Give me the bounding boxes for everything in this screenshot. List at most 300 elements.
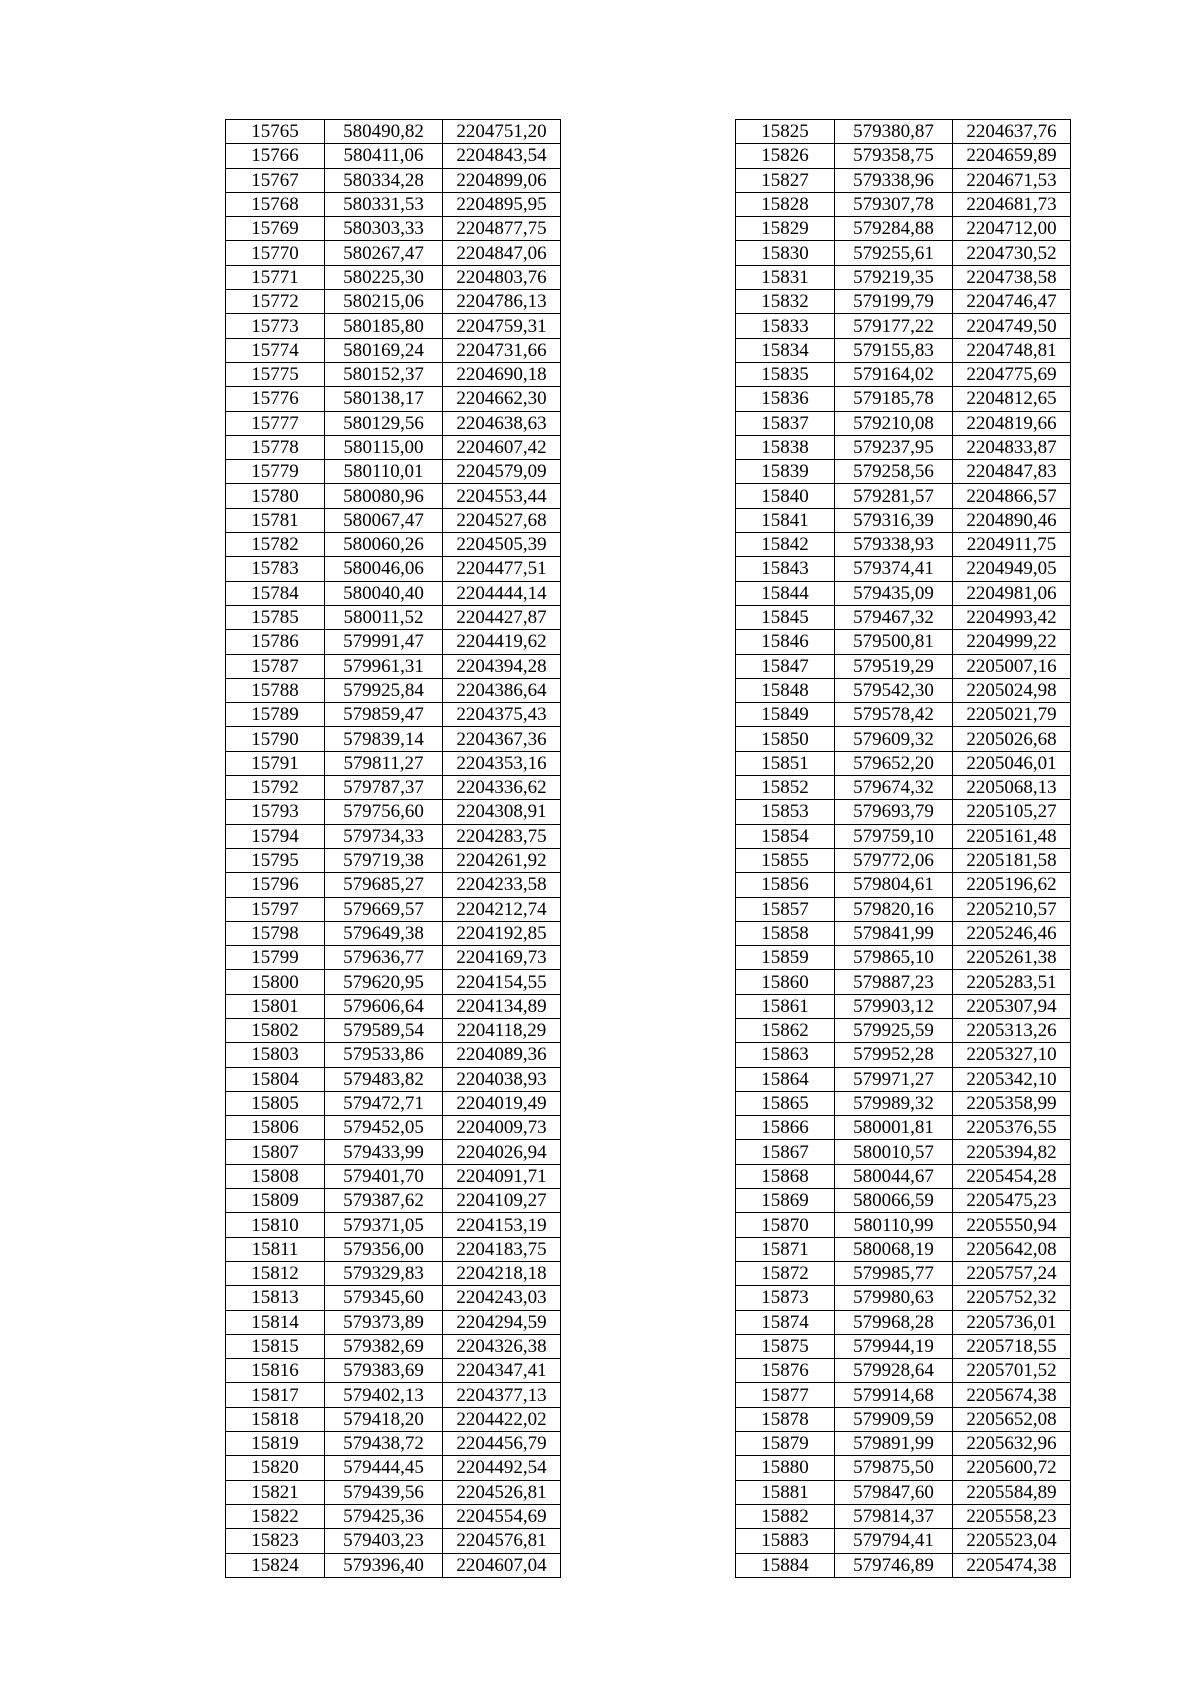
x-coordinate-cell: 579177,22 <box>835 314 953 338</box>
point-number-cell: 15820 <box>226 1456 325 1480</box>
point-number-cell: 15870 <box>736 1213 835 1237</box>
table-row <box>736 727 1071 751</box>
y-coordinate-cell: 2205474,38 <box>953 1553 1071 1577</box>
y-coordinate-cell: 2205600,72 <box>953 1456 1071 1480</box>
y-coordinate-cell: 2205307,94 <box>953 994 1071 1018</box>
x-coordinate-cell: 579971,27 <box>835 1067 953 1091</box>
table-row <box>226 970 561 994</box>
y-coordinate-cell: 2204786,13 <box>443 290 561 314</box>
table-row <box>736 1456 1071 1480</box>
x-coordinate-cell: 579944,19 <box>835 1334 953 1358</box>
table-body <box>226 120 561 1578</box>
point-number-cell: 15882 <box>736 1504 835 1528</box>
y-coordinate-cell: 2204662,30 <box>443 387 561 411</box>
x-coordinate-cell: 579925,84 <box>325 678 443 702</box>
table-row <box>736 265 1071 289</box>
x-coordinate-cell: 579746,89 <box>835 1553 953 1577</box>
x-coordinate-cell: 579589,54 <box>325 1018 443 1042</box>
x-coordinate-cell: 579374,41 <box>835 557 953 581</box>
point-number-cell: 15861 <box>736 994 835 1018</box>
y-coordinate-cell: 2204819,66 <box>953 411 1071 435</box>
table-row <box>226 897 561 921</box>
x-coordinate-cell: 579578,42 <box>835 703 953 727</box>
table-row <box>226 848 561 872</box>
x-coordinate-cell: 580490,82 <box>325 120 443 144</box>
x-coordinate-cell: 580010,57 <box>835 1140 953 1164</box>
x-coordinate-cell: 579772,06 <box>835 848 953 872</box>
table-row <box>226 1091 561 1115</box>
point-number-cell: 15862 <box>736 1018 835 1042</box>
point-number-cell: 15785 <box>226 605 325 629</box>
x-coordinate-cell: 579980,63 <box>835 1286 953 1310</box>
x-coordinate-cell: 580225,30 <box>325 265 443 289</box>
table-row <box>226 314 561 338</box>
x-coordinate-cell: 579968,28 <box>835 1310 953 1334</box>
point-number-cell: 15778 <box>226 435 325 459</box>
y-coordinate-cell: 2205283,51 <box>953 970 1071 994</box>
point-number-cell: 15878 <box>736 1407 835 1431</box>
y-coordinate-cell: 2204026,94 <box>443 1140 561 1164</box>
y-coordinate-cell: 2204759,31 <box>443 314 561 338</box>
x-coordinate-cell: 579985,77 <box>835 1261 953 1285</box>
point-number-cell: 15831 <box>736 265 835 289</box>
table-row <box>736 314 1071 338</box>
point-number-cell: 15771 <box>226 265 325 289</box>
table-row <box>736 192 1071 216</box>
y-coordinate-cell: 2204607,04 <box>443 1553 561 1577</box>
point-number-cell: 15806 <box>226 1116 325 1140</box>
table-row <box>736 946 1071 970</box>
y-coordinate-cell: 2205007,16 <box>953 654 1071 678</box>
table-row <box>736 994 1071 1018</box>
table-row <box>226 1553 561 1577</box>
point-number-cell: 15805 <box>226 1091 325 1115</box>
x-coordinate-cell: 580067,47 <box>325 508 443 532</box>
point-number-cell: 15876 <box>736 1359 835 1383</box>
y-coordinate-cell: 2205026,68 <box>953 727 1071 751</box>
x-coordinate-cell: 579185,78 <box>835 387 953 411</box>
table-row <box>736 460 1071 484</box>
table-row <box>226 1456 561 1480</box>
y-coordinate-cell: 2205024,98 <box>953 678 1071 702</box>
point-number-cell: 15880 <box>736 1456 835 1480</box>
table-row <box>736 970 1071 994</box>
table-row <box>226 1504 561 1528</box>
point-number-cell: 15818 <box>226 1407 325 1431</box>
y-coordinate-cell: 2204895,95 <box>443 192 561 216</box>
x-coordinate-cell: 579418,20 <box>325 1407 443 1431</box>
point-number-cell: 15795 <box>226 848 325 872</box>
table-row <box>226 921 561 945</box>
table-row <box>736 776 1071 800</box>
table-row <box>736 1407 1071 1431</box>
point-number-cell: 15844 <box>736 581 835 605</box>
table-row <box>226 727 561 751</box>
x-coordinate-cell: 579472,71 <box>325 1091 443 1115</box>
x-coordinate-cell: 579483,82 <box>325 1067 443 1091</box>
table-row <box>226 484 561 508</box>
y-coordinate-cell: 2204748,81 <box>953 338 1071 362</box>
point-number-cell: 15782 <box>226 533 325 557</box>
table-row <box>226 1286 561 1310</box>
x-coordinate-cell: 579685,27 <box>325 873 443 897</box>
y-coordinate-cell: 2205558,23 <box>953 1504 1071 1528</box>
x-coordinate-cell: 579219,35 <box>835 265 953 289</box>
y-coordinate-cell: 2205584,89 <box>953 1480 1071 1504</box>
table-row <box>736 1504 1071 1528</box>
y-coordinate-cell: 2204183,75 <box>443 1237 561 1261</box>
table-row <box>226 605 561 629</box>
table-row <box>226 387 561 411</box>
table-row <box>226 776 561 800</box>
table-row <box>736 1116 1071 1140</box>
y-coordinate-cell: 2205161,48 <box>953 824 1071 848</box>
y-coordinate-cell: 2204812,65 <box>953 387 1071 411</box>
table-row <box>226 460 561 484</box>
table-row <box>736 1043 1071 1067</box>
point-number-cell: 15791 <box>226 751 325 775</box>
x-coordinate-cell: 579909,59 <box>835 1407 953 1431</box>
y-coordinate-cell: 2204326,38 <box>443 1334 561 1358</box>
point-number-cell: 15772 <box>226 290 325 314</box>
point-number-cell: 15790 <box>226 727 325 751</box>
point-number-cell: 15799 <box>226 946 325 970</box>
point-number-cell: 15781 <box>226 508 325 532</box>
point-number-cell: 15784 <box>226 581 325 605</box>
point-number-cell: 15832 <box>736 290 835 314</box>
x-coordinate-cell: 580060,26 <box>325 533 443 557</box>
point-number-cell: 15866 <box>736 1116 835 1140</box>
x-coordinate-cell: 579620,95 <box>325 970 443 994</box>
y-coordinate-cell: 2204607,42 <box>443 435 561 459</box>
x-coordinate-cell: 579865,10 <box>835 946 953 970</box>
point-number-cell: 15868 <box>736 1164 835 1188</box>
coordinates-table-right <box>735 119 1071 1578</box>
y-coordinate-cell: 2205652,08 <box>953 1407 1071 1431</box>
x-coordinate-cell: 579952,28 <box>835 1043 953 1067</box>
x-coordinate-cell: 579387,62 <box>325 1189 443 1213</box>
x-coordinate-cell: 579380,87 <box>835 120 953 144</box>
point-number-cell: 15858 <box>736 921 835 945</box>
point-number-cell: 15800 <box>226 970 325 994</box>
y-coordinate-cell: 2204731,66 <box>443 338 561 362</box>
y-coordinate-cell: 2204899,06 <box>443 168 561 192</box>
point-number-cell: 15860 <box>736 970 835 994</box>
point-number-cell: 15774 <box>226 338 325 362</box>
y-coordinate-cell: 2204505,39 <box>443 533 561 557</box>
y-coordinate-cell: 2204775,69 <box>953 362 1071 386</box>
point-number-cell: 15812 <box>226 1261 325 1285</box>
x-coordinate-cell: 579928,64 <box>835 1359 953 1383</box>
point-number-cell: 15780 <box>226 484 325 508</box>
y-coordinate-cell: 2204386,64 <box>443 678 561 702</box>
x-coordinate-cell: 579875,50 <box>835 1456 953 1480</box>
point-number-cell: 15788 <box>226 678 325 702</box>
x-coordinate-cell: 579403,23 <box>325 1529 443 1553</box>
y-coordinate-cell: 2204999,22 <box>953 630 1071 654</box>
x-coordinate-cell: 579444,45 <box>325 1456 443 1480</box>
y-coordinate-cell: 2204993,42 <box>953 605 1071 629</box>
y-coordinate-cell: 2204109,27 <box>443 1189 561 1213</box>
table-row <box>736 751 1071 775</box>
y-coordinate-cell: 2204681,73 <box>953 192 1071 216</box>
y-coordinate-cell: 2205181,58 <box>953 848 1071 872</box>
y-coordinate-cell: 2204751,20 <box>443 120 561 144</box>
x-coordinate-cell: 579542,30 <box>835 678 953 702</box>
point-number-cell: 15835 <box>736 362 835 386</box>
x-coordinate-cell: 579382,69 <box>325 1334 443 1358</box>
point-number-cell: 15814 <box>226 1310 325 1334</box>
y-coordinate-cell: 2204843,54 <box>443 144 561 168</box>
table-row <box>226 508 561 532</box>
point-number-cell: 15821 <box>226 1480 325 1504</box>
x-coordinate-cell: 579814,37 <box>835 1504 953 1528</box>
point-number-cell: 15875 <box>736 1334 835 1358</box>
x-coordinate-cell: 579358,75 <box>835 144 953 168</box>
x-coordinate-cell: 579820,16 <box>835 897 953 921</box>
y-coordinate-cell: 2204981,06 <box>953 581 1071 605</box>
point-number-cell: 15808 <box>226 1164 325 1188</box>
table-row <box>736 1359 1071 1383</box>
table-row <box>226 1261 561 1285</box>
point-number-cell: 15840 <box>736 484 835 508</box>
x-coordinate-cell: 579847,60 <box>835 1480 953 1504</box>
x-coordinate-cell: 580046,06 <box>325 557 443 581</box>
table-row <box>736 1334 1071 1358</box>
y-coordinate-cell: 2204456,79 <box>443 1432 561 1456</box>
y-coordinate-cell: 2204576,81 <box>443 1529 561 1553</box>
x-coordinate-cell: 579859,47 <box>325 703 443 727</box>
x-coordinate-cell: 579533,86 <box>325 1043 443 1067</box>
table-row <box>226 192 561 216</box>
x-coordinate-cell: 579402,13 <box>325 1383 443 1407</box>
x-coordinate-cell: 579804,61 <box>835 873 953 897</box>
table-row <box>226 751 561 775</box>
point-number-cell: 15837 <box>736 411 835 435</box>
table-row <box>736 557 1071 581</box>
y-coordinate-cell: 2204730,52 <box>953 241 1071 265</box>
y-coordinate-cell: 2204911,75 <box>953 533 1071 557</box>
point-number-cell: 15789 <box>226 703 325 727</box>
y-coordinate-cell: 2205701,52 <box>953 1359 1071 1383</box>
y-coordinate-cell: 2205196,62 <box>953 873 1071 897</box>
point-number-cell: 15822 <box>226 1504 325 1528</box>
x-coordinate-cell: 579652,20 <box>835 751 953 775</box>
point-number-cell: 15816 <box>226 1359 325 1383</box>
table-row <box>226 581 561 605</box>
y-coordinate-cell: 2204212,74 <box>443 897 561 921</box>
table-row <box>736 897 1071 921</box>
y-coordinate-cell: 2204526,81 <box>443 1480 561 1504</box>
x-coordinate-cell: 579316,39 <box>835 508 953 532</box>
x-coordinate-cell: 580152,37 <box>325 362 443 386</box>
point-number-cell: 15804 <box>226 1067 325 1091</box>
table-row <box>226 411 561 435</box>
x-coordinate-cell: 579891,99 <box>835 1432 953 1456</box>
table-row <box>226 1067 561 1091</box>
x-coordinate-cell: 579155,83 <box>835 338 953 362</box>
x-coordinate-cell: 579991,47 <box>325 630 443 654</box>
table-row <box>226 435 561 459</box>
point-number-cell: 15809 <box>226 1189 325 1213</box>
table-row <box>736 800 1071 824</box>
x-coordinate-cell: 579329,83 <box>325 1261 443 1285</box>
y-coordinate-cell: 2204192,85 <box>443 921 561 945</box>
x-coordinate-cell: 579338,96 <box>835 168 953 192</box>
point-number-cell: 15779 <box>226 460 325 484</box>
x-coordinate-cell: 580411,06 <box>325 144 443 168</box>
point-number-cell: 15846 <box>736 630 835 654</box>
point-number-cell: 15828 <box>736 192 835 216</box>
y-coordinate-cell: 2205261,38 <box>953 946 1071 970</box>
y-coordinate-cell: 2204527,68 <box>443 508 561 532</box>
point-number-cell: 15871 <box>736 1237 835 1261</box>
y-coordinate-cell: 2205454,28 <box>953 1164 1071 1188</box>
table-row <box>736 435 1071 459</box>
point-number-cell: 15815 <box>226 1334 325 1358</box>
x-coordinate-cell: 580303,33 <box>325 217 443 241</box>
y-coordinate-cell: 2204218,18 <box>443 1261 561 1285</box>
y-coordinate-cell: 2205718,55 <box>953 1334 1071 1358</box>
point-number-cell: 15857 <box>736 897 835 921</box>
y-coordinate-cell: 2205068,13 <box>953 776 1071 800</box>
table-row <box>736 1189 1071 1213</box>
table-row <box>736 654 1071 678</box>
table-row <box>226 557 561 581</box>
y-coordinate-cell: 2205327,10 <box>953 1043 1071 1067</box>
x-coordinate-cell: 579439,56 <box>325 1480 443 1504</box>
y-coordinate-cell: 2204134,89 <box>443 994 561 1018</box>
table-row <box>226 241 561 265</box>
y-coordinate-cell: 2205642,08 <box>953 1237 1071 1261</box>
table-row <box>736 848 1071 872</box>
table-row <box>226 362 561 386</box>
point-number-cell: 15766 <box>226 144 325 168</box>
x-coordinate-cell: 580169,24 <box>325 338 443 362</box>
coordinates-table-left <box>225 119 561 1578</box>
y-coordinate-cell: 2204153,19 <box>443 1213 561 1237</box>
x-coordinate-cell: 580066,59 <box>835 1189 953 1213</box>
x-coordinate-cell: 579425,36 <box>325 1504 443 1528</box>
point-number-cell: 15847 <box>736 654 835 678</box>
y-coordinate-cell: 2204377,13 <box>443 1383 561 1407</box>
table-row <box>736 1553 1071 1577</box>
table-row <box>736 362 1071 386</box>
point-number-cell: 15867 <box>736 1140 835 1164</box>
x-coordinate-cell: 580115,00 <box>325 435 443 459</box>
x-coordinate-cell: 579841,99 <box>835 921 953 945</box>
y-coordinate-cell: 2205632,96 <box>953 1432 1071 1456</box>
x-coordinate-cell: 579674,32 <box>835 776 953 800</box>
y-coordinate-cell: 2204308,91 <box>443 800 561 824</box>
x-coordinate-cell: 580068,19 <box>835 1237 953 1261</box>
table-row <box>736 168 1071 192</box>
point-number-cell: 15830 <box>736 241 835 265</box>
table-row <box>226 1116 561 1140</box>
x-coordinate-cell: 579345,60 <box>325 1286 443 1310</box>
y-coordinate-cell: 2204638,63 <box>443 411 561 435</box>
y-coordinate-cell: 2205757,24 <box>953 1261 1071 1285</box>
x-coordinate-cell: 579756,60 <box>325 800 443 824</box>
x-coordinate-cell: 579199,79 <box>835 290 953 314</box>
x-coordinate-cell: 579307,78 <box>835 192 953 216</box>
table-row <box>736 1383 1071 1407</box>
y-coordinate-cell: 2204833,87 <box>953 435 1071 459</box>
table-row <box>736 1432 1071 1456</box>
point-number-cell: 15797 <box>226 897 325 921</box>
y-coordinate-cell: 2204233,58 <box>443 873 561 897</box>
point-number-cell: 15787 <box>226 654 325 678</box>
point-number-cell: 15770 <box>226 241 325 265</box>
y-coordinate-cell: 2204091,71 <box>443 1164 561 1188</box>
point-number-cell: 15845 <box>736 605 835 629</box>
x-coordinate-cell: 579925,59 <box>835 1018 953 1042</box>
point-number-cell: 15834 <box>736 338 835 362</box>
point-number-cell: 15824 <box>226 1553 325 1577</box>
y-coordinate-cell: 2205736,01 <box>953 1310 1071 1334</box>
x-coordinate-cell: 579401,70 <box>325 1164 443 1188</box>
y-coordinate-cell: 2204492,54 <box>443 1456 561 1480</box>
point-number-cell: 15794 <box>226 824 325 848</box>
point-number-cell: 15773 <box>226 314 325 338</box>
point-number-cell: 15879 <box>736 1432 835 1456</box>
y-coordinate-cell: 2205021,79 <box>953 703 1071 727</box>
table-row <box>736 630 1071 654</box>
x-coordinate-cell: 580215,06 <box>325 290 443 314</box>
point-number-cell: 15859 <box>736 946 835 970</box>
y-coordinate-cell: 2205376,55 <box>953 1116 1071 1140</box>
x-coordinate-cell: 579669,57 <box>325 897 443 921</box>
table-row <box>736 1286 1071 1310</box>
table-row <box>736 484 1071 508</box>
point-number-cell: 15851 <box>736 751 835 775</box>
y-coordinate-cell: 2204877,75 <box>443 217 561 241</box>
table-row <box>736 508 1071 532</box>
table-row <box>736 1140 1071 1164</box>
x-coordinate-cell: 580185,80 <box>325 314 443 338</box>
x-coordinate-cell: 580110,01 <box>325 460 443 484</box>
y-coordinate-cell: 2205752,32 <box>953 1286 1071 1310</box>
x-coordinate-cell: 579438,72 <box>325 1432 443 1456</box>
x-coordinate-cell: 579989,32 <box>835 1091 953 1115</box>
table-row <box>226 678 561 702</box>
point-number-cell: 15855 <box>736 848 835 872</box>
table-row <box>736 678 1071 702</box>
x-coordinate-cell: 580110,99 <box>835 1213 953 1237</box>
x-coordinate-cell: 580044,67 <box>835 1164 953 1188</box>
point-number-cell: 15849 <box>736 703 835 727</box>
y-coordinate-cell: 2204419,62 <box>443 630 561 654</box>
x-coordinate-cell: 579636,77 <box>325 946 443 970</box>
point-number-cell: 15839 <box>736 460 835 484</box>
point-number-cell: 15883 <box>736 1529 835 1553</box>
y-coordinate-cell: 2204690,18 <box>443 362 561 386</box>
y-coordinate-cell: 2205523,04 <box>953 1529 1071 1553</box>
point-number-cell: 15786 <box>226 630 325 654</box>
table-row <box>226 873 561 897</box>
y-coordinate-cell: 2204444,14 <box>443 581 561 605</box>
table-row <box>226 1189 561 1213</box>
y-coordinate-cell: 2204746,47 <box>953 290 1071 314</box>
point-number-cell: 15873 <box>736 1286 835 1310</box>
table-row <box>736 241 1071 265</box>
table-row <box>226 1164 561 1188</box>
point-number-cell: 15843 <box>736 557 835 581</box>
y-coordinate-cell: 2204427,87 <box>443 605 561 629</box>
point-number-cell: 15783 <box>226 557 325 581</box>
y-coordinate-cell: 2204038,93 <box>443 1067 561 1091</box>
point-number-cell: 15827 <box>736 168 835 192</box>
